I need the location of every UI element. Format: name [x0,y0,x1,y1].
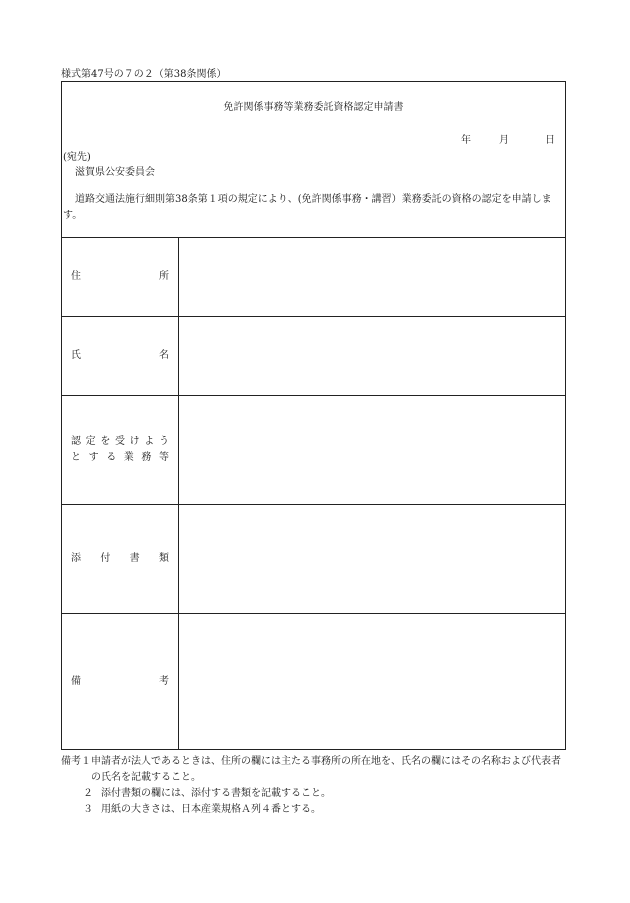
label-char: 添 [71,553,81,564]
form-number-label: 様式第47号の７の２（第38条関係） [61,69,227,80]
label-char: 住 [71,271,81,282]
label-char: 氏 [71,350,81,361]
footnote-1: 申請者が法人であるときは、住所の欄には主たる事務所の所在地を、氏名の欄にはその名称および代表者 [91,756,561,767]
row-business [62,396,565,505]
label-char: う [158,436,169,447]
label-char: す [88,452,99,463]
label-char: 名 [159,350,169,361]
application-form-frame [61,81,566,750]
row-remarks [62,614,565,750]
footnote-heading: 備考１ [61,756,91,767]
label-business [62,396,179,504]
label-char: 等 [158,452,169,463]
label-char: る [106,452,117,463]
row-attachments [62,505,565,614]
application-table [62,237,565,750]
date-month-label: 月 [499,135,509,146]
date-line [461,131,555,146]
application-statement: 道路交通法施行細則第38条第１項の規定により、(免許関係事務・講習）業務委託の資格の認定を申請します。 [63,194,552,221]
label-name [62,317,179,395]
label-remarks [62,614,179,750]
row-address [62,238,565,317]
label-address [62,238,179,316]
label-char: 備 [71,676,81,687]
footnote-2-number: ２ [83,788,93,799]
date-day-label: 日 [545,135,555,146]
label-char: 務 [141,452,152,463]
footnote-1-continued: の氏名を記載すること。 [91,772,201,783]
label-char: け [129,436,140,447]
attachments-field[interactable] [179,505,565,613]
remarks-field[interactable] [179,614,565,750]
name-field[interactable] [179,317,565,395]
date-year-label: 年 [461,135,471,146]
label-char: 考 [159,676,169,687]
label-char: よ [144,436,155,447]
label-char: 業 [123,452,134,463]
label-char: 定 [85,436,96,447]
footnote-3: 用紙の大きさは、日本産業規格Ａ列４番とする。 [101,804,321,815]
form-title: 免許関係事務等業務委託資格認定申請書 [223,102,404,113]
addressee: 滋賀県公安委員会 [75,167,155,178]
label-char: 類 [158,553,169,564]
addressee-label: (宛先) [63,152,91,163]
label-attachments [62,505,179,613]
footnote-2: 添付書類の欄には、添付する書類を記載すること。 [101,788,331,799]
address-field[interactable] [179,238,565,316]
label-char: 認 [71,436,81,447]
footnotes [61,754,591,818]
label-char: 付 [100,553,111,564]
footnote-3-number: ３ [83,804,93,815]
business-field[interactable] [179,396,565,504]
label-char: と [71,452,81,463]
label-char: 書 [129,553,140,564]
row-name [62,317,565,396]
label-char: 受 [114,436,125,447]
label-char: を [100,436,111,447]
label-char: 所 [159,271,169,282]
